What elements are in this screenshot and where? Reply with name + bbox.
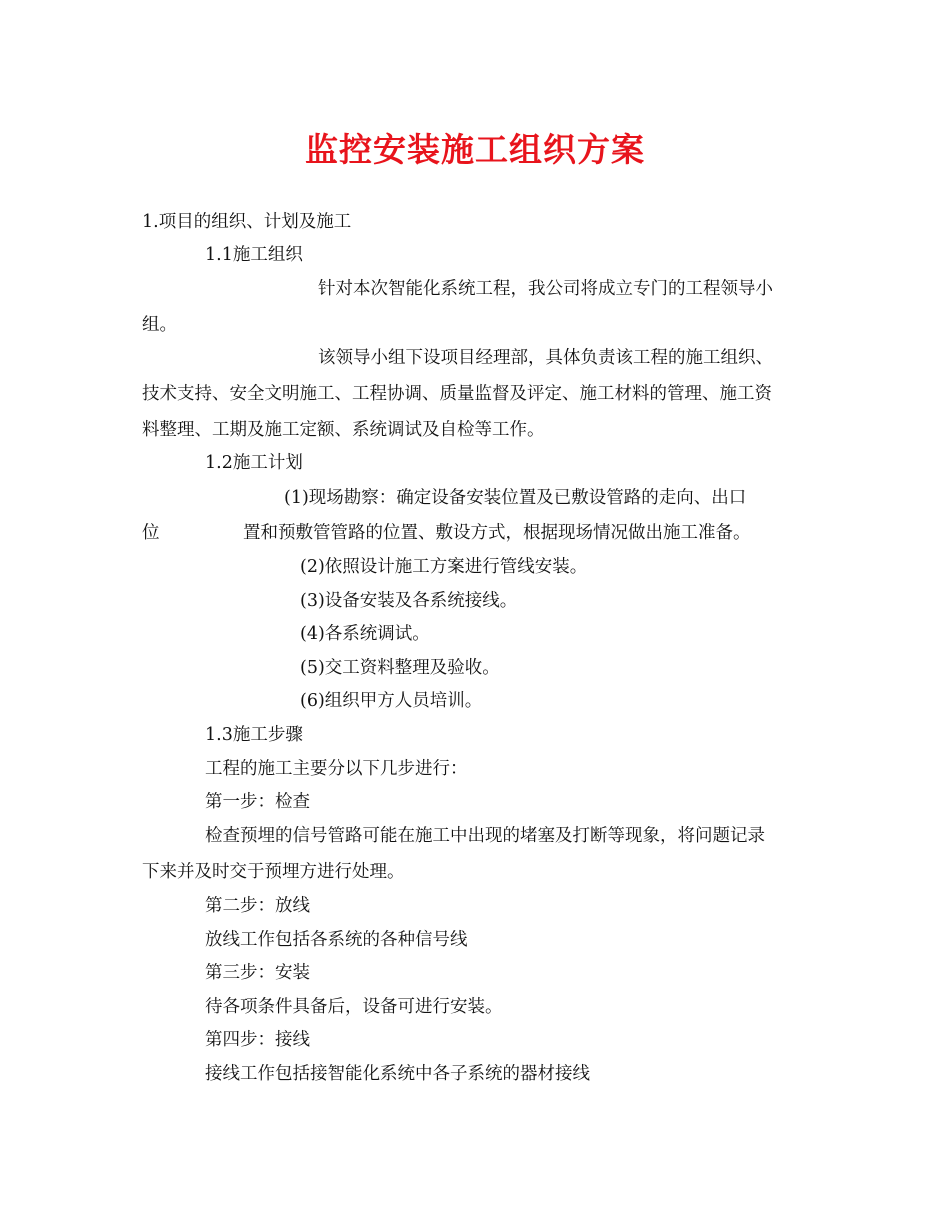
paragraph-line: 检查预埋的信号管路可能在施工中出现的堵塞及打断等现象，将问题记录 (205, 826, 765, 846)
subsection-heading: 1.2施工计划 (205, 453, 303, 473)
paragraph-line: 接线工作包括接智能化系统中各子系统的器材接线 (205, 1064, 590, 1084)
paragraph-line: 组。 (142, 315, 177, 335)
step-heading: 第二步：放线 (205, 896, 310, 916)
list-item: (5)交工资料整理及验收。 (300, 658, 500, 678)
paragraph-line: 该领导小组下设项目经理部，具体负责该工程的施工组织、 (318, 348, 773, 368)
subsection-heading: 1.1施工组织 (205, 245, 303, 265)
step-heading: 第三步：安装 (205, 963, 310, 983)
list-item: (2)依照设计施工方案进行管线安装。 (300, 557, 588, 577)
list-item: (1)现场勘察：确定设备安装位置及已敷设管路的走向、出口 (284, 488, 747, 508)
list-item: (3)设备安装及各系统接线。 (300, 591, 518, 611)
section-heading: 1.项目的组织、计划及施工 (142, 212, 352, 232)
list-item-continuation: 位 (142, 523, 160, 543)
paragraph-line: 工程的施工主要分以下几步进行： (205, 759, 468, 779)
step-heading: 第四步：接线 (205, 1030, 310, 1050)
paragraph-line: 待各项条件具备后，设备可进行安装。 (205, 997, 503, 1017)
paragraph-line: 料整理、工期及施工定额、系统调试及自检等工作。 (142, 420, 545, 440)
list-item-continuation: 置和预敷管管路的位置、敷设方式，根据现场情况做出施工准备。 (243, 523, 751, 543)
paragraph-line: 技术支持、安全文明施工、工程协调、质量监督及评定、施工材料的管理、施工资 (142, 384, 772, 404)
subsection-heading: 1.3施工步骤 (205, 725, 303, 745)
list-item: (4)各系统调试。 (300, 624, 430, 644)
step-heading: 第一步：检查 (205, 792, 310, 812)
paragraph-line: 放线工作包括各系统的各种信号线 (205, 930, 468, 950)
paragraph-line: 针对本次智能化系统工程，我公司将成立专门的工程领导小 (318, 279, 773, 299)
list-item: (6)组织甲方人员培训。 (300, 691, 483, 711)
paragraph-line: 下来并及时交于预埋方进行处理。 (142, 862, 405, 882)
document-title: 监控安装施工组织方案 (305, 130, 645, 169)
